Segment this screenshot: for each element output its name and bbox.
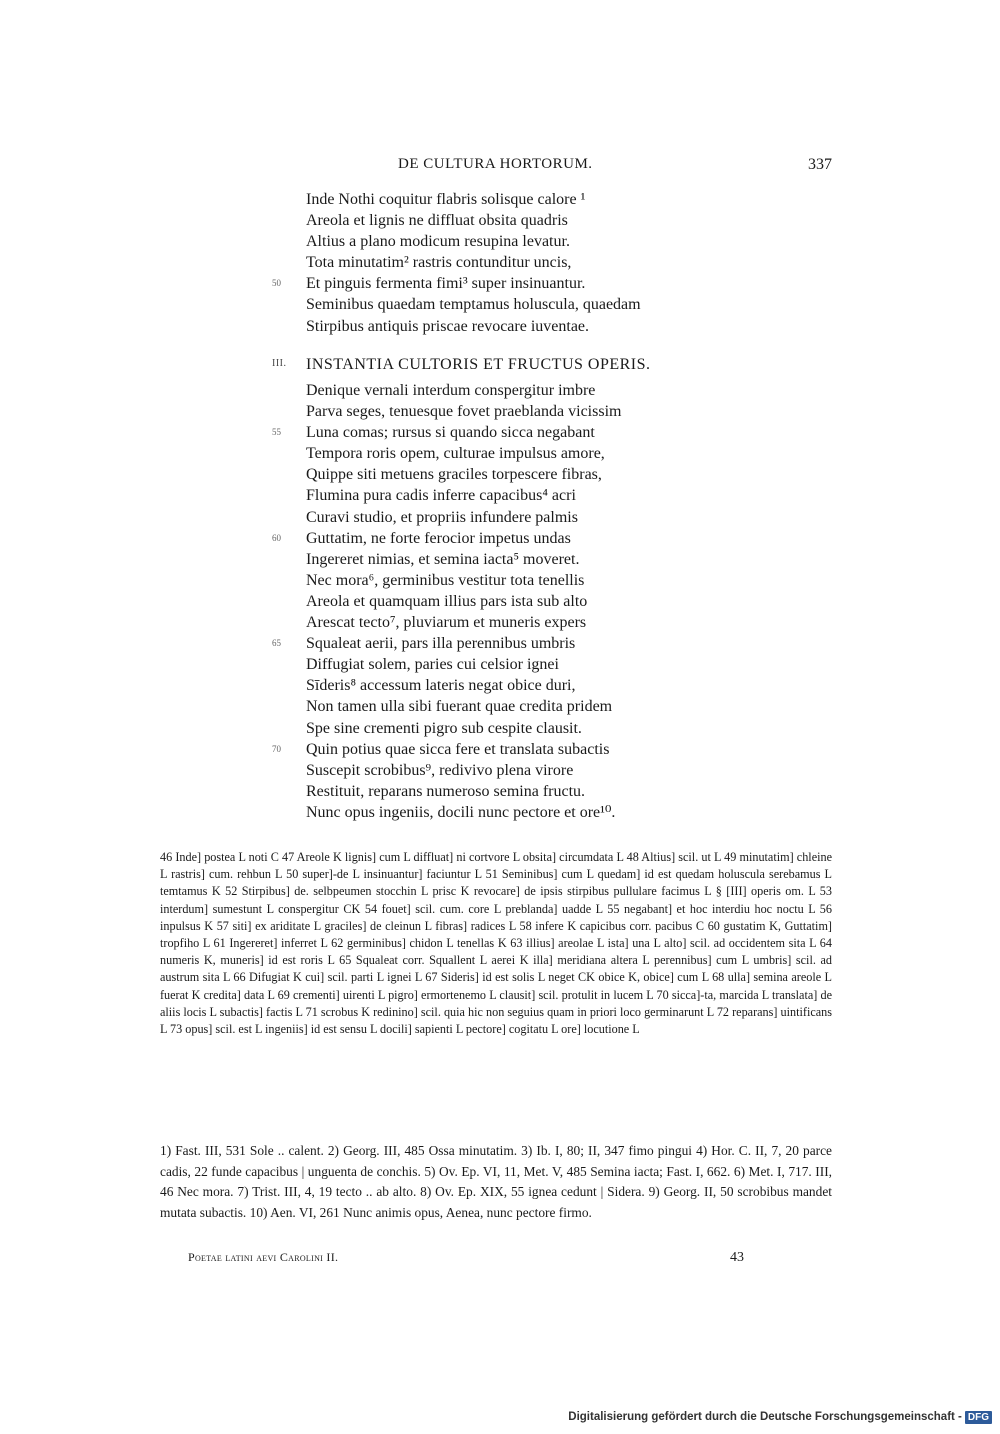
verse-text: Squaleat aerii, pars illa perennibus umbris — [306, 635, 576, 653]
verse-line — [306, 380, 746, 401]
verse-line — [272, 422, 746, 443]
running-header — [160, 156, 832, 178]
verse-text: Nec mora⁶, germinibus vestitur tota tenellis — [306, 571, 585, 589]
verse-text: Non tamen ulla sibi fuerant quae credita pridem — [306, 698, 613, 716]
verse-text: Spe sine crementi pigro sub cespite clausit. — [306, 719, 582, 737]
verse-text: Seminibus quaedam temptamus holuscula, quaedam — [306, 296, 641, 314]
verse-text: Areola et quamquam illius pars ista sub alto — [306, 592, 588, 610]
verse-text: Ingereret nimias, et semina iacta⁵ moveret. — [306, 550, 580, 568]
verse-text: Suscepit scrobibus⁹, redivivo plena virore — [306, 761, 574, 779]
verse-text: Stirpibus antiquis priscae revocare iuventae. — [306, 317, 590, 335]
verse-text: Et pinguis fermenta fimi³ super insinuantur. — [306, 275, 586, 293]
verse-line — [306, 189, 746, 210]
verse-line — [306, 252, 746, 273]
verse-line — [306, 485, 746, 506]
verse-line — [306, 612, 746, 633]
verse-line — [272, 273, 746, 294]
page-title: DE CULTURA HORTORUM. — [398, 156, 593, 172]
verse-text: Diffugiat solem, paries cui celsior ignei — [306, 656, 559, 674]
poem-part-1 — [272, 189, 746, 337]
verse-line — [306, 781, 746, 802]
verse-text: Nunc opus ingeniis, docili nunc pectore et ore¹⁰. — [306, 803, 616, 821]
verse-line — [306, 696, 746, 717]
verse-line — [272, 739, 746, 760]
page-number: 337 — [808, 156, 832, 173]
verse-line — [272, 633, 746, 654]
verse-line — [306, 675, 746, 696]
verse-line — [306, 294, 746, 315]
verse-text: Flumina pura cadis inferre capacibus⁴ acri — [306, 487, 576, 505]
verse-line — [306, 802, 746, 823]
verse-line — [306, 654, 746, 675]
section-number: III. — [272, 358, 287, 369]
section-heading — [272, 356, 651, 374]
verse-line — [306, 231, 746, 252]
verse-line — [306, 823, 746, 844]
verse-line — [306, 591, 746, 612]
verse-line — [306, 464, 746, 485]
verse-text: Curavi studio, et propriis infundere palmis — [306, 508, 578, 526]
line-number: 65 — [272, 638, 281, 649]
credit-text: Digitalisierung gefördert durch die Deutsche Forschungsgemeinschaft - — [568, 1411, 962, 1423]
signature-number: 43 — [730, 1250, 744, 1265]
verse-line — [306, 718, 746, 739]
verse-line — [306, 570, 746, 591]
verse-text: Arescat tecto⁷, pluviarum et muneris expers — [306, 614, 587, 632]
verse-text: Parva seges, tenuesque fovet praeblanda vicissim — [306, 403, 622, 421]
verse-line — [306, 210, 746, 231]
verse-text: Restituit, reparans numeroso semina fructu. — [306, 782, 586, 800]
verse-text: Altius a plano modicum resupina levatur. — [306, 233, 570, 251]
verse-text: Tota minutatim² rastris contunditur uncis, — [306, 254, 572, 272]
poem-part-2 — [272, 380, 746, 865]
dfg-logo-icon: DFG — [965, 1411, 992, 1424]
line-number: 60 — [272, 532, 281, 543]
verse-line — [306, 507, 746, 528]
verse-line — [306, 549, 746, 570]
verse-text: Tempora roris opem, culturae impulsus amore, — [306, 445, 605, 463]
line-number: 50 — [272, 278, 281, 289]
verse-text: Guttatim, ne forte ferocior impetus undas — [306, 529, 571, 547]
verse-line — [306, 443, 746, 464]
verse-text: Quin potius quae sicca fere et translata subactis — [306, 740, 610, 758]
critical-apparatus: 46 Inde] postea L noti C 47 Areole K lignis] cum L diffluat] ni cortvore L obsita] circumdata L 48 Altius] scil. ut L 49 minutatim] chleine L rastris] cum. rehbun L 50 super]-de L insinuantur] faciuntur L 51 Seminibus] cum L quedam] id est quedam holuscula serebamus L temtamus K 52 Stirpibus] de. selbpeumen stocchin L prisc K revocare] de ipsis stirpibus pullulare facimus L § [III] operis om. L 53 interdum] sumestunt L conspergitur CK 54 fouet] scil. cum. core L preblanda] uadde L 55 negabant] et hoc interdiu hoc noctu L 56 inpulsus K 57 siti] ex ariditate L graciles] de cleinun L fibras] radices L 58 infere K capicibus corr. pacibus C 60 gustatim K, Guttatim] tropfiho L 61 Ingereret] inferret L 62 germinibus] chidon L tenellas K 63 illius] areolae L ista] una L alto] scil. ad occidentem sita L 64 numeris K, muneris] id est roris L 65 Squaleat corr. Squallent L aerei K illa] meridiana altera L perennibus] cum L umbris] scil. ad austrum sita L 66 Difugiat K cui] scil. parti L ignei L 67 Sideris] id est solis L neget CK obice K, obice] cum L 68 ulla] semina areole L fuerat K credita] data L 69 crementi] uirenti L pigro] ermortenemo L clausit] scil. protulit in lucem L 70 sicca]-ta, marcida L translata] de aliis locis L subactis] factis L 71 scrobus K redinino] scil. quia hic non seguius quam in priori loco germinarunt L 72 reparans] uintificans L 73 opus] scil. est L ingeniis] id est sensu L docili] sapienti L pectore] cogitatu L ore] locutione L — [160, 850, 832, 1037]
verse-text: Luna comas; rursus si quando sicca negabant — [306, 424, 595, 442]
verse-text: Areola et lignis ne diffluat obsita quadris — [306, 212, 568, 230]
verse-line — [306, 401, 746, 422]
verse-text: Sīderis⁸ accessum lateris negat obice duri, — [306, 677, 576, 695]
verse-line — [306, 316, 746, 337]
page-footer — [160, 1250, 832, 1270]
line-number: 55 — [272, 427, 281, 438]
verse-text: Denique vernali interdum conspergitur imbre — [306, 382, 596, 399]
verse-text: Inde Nothi coquitur flabris solisque calore ¹ — [306, 191, 586, 208]
line-number: 70 — [272, 743, 281, 754]
verse-text: Quippe siti metuens graciles torpescere fibras, — [306, 466, 602, 484]
verse-line — [272, 528, 746, 549]
signature-title: Poetae latini aevi Carolini II. — [188, 1250, 339, 1264]
section-title: INSTANTIA CULTORIS ET FRUCTUS OPERIS. — [306, 356, 651, 373]
verse-line — [306, 760, 746, 781]
source-footnotes: 1) Fast. III, 531 Sole .. calent. 2) Georg. III, 485 Ossa minutatim. 3) Ib. I, 80; II, 347 fimo pingui 4) Hor. C. II, 7, 20 parce cadis, 22 funde capacibus | unguenta de conchis. 5) Ov. Ep. VI, 11, Met. V, 485 Semina iacta; Fast. I, 662. 6) Met. I, 717. III, 46 Nec mora. 7) Trist. III, 4, 19 tecto .. ab alto. 8) Ov. Ep. XIX, 55 ignea cedunt | Sidera. 9) Georg. II, 50 scrobibus mandet mutata subactis. 10) Aen. VI, 261 Nunc animis opus, Aenea, nunc pectore firmo. — [160, 1143, 832, 1220]
digitization-credit — [568, 1411, 992, 1424]
